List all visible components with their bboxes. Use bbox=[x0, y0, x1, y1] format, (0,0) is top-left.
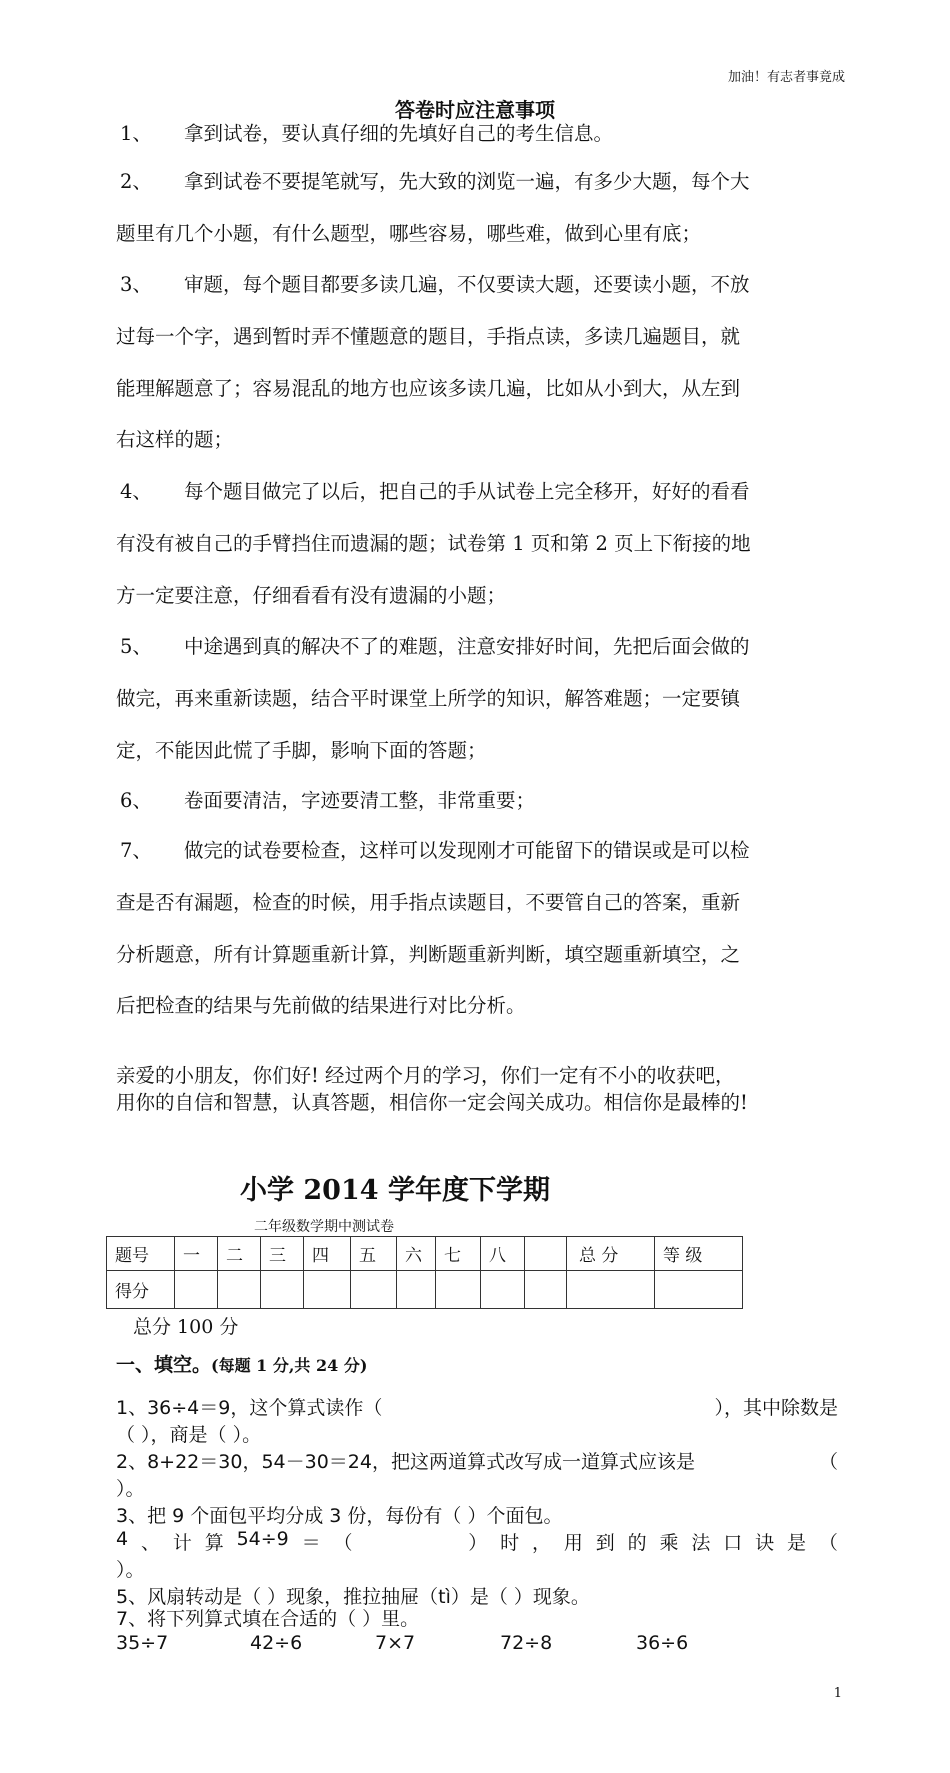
note-text: 拿到试卷不要提笔就写，先大致的浏览一遍，有多少大题，每个大 bbox=[184, 170, 750, 193]
q4-part: 4 bbox=[116, 1528, 129, 1550]
note-line: 题里有几个小题，有什么题型，哪些容易，哪些难，做到心里有底； bbox=[116, 222, 702, 245]
section-points: (每题 1 分,共 24 分) bbox=[211, 1356, 368, 1375]
q4-part: 是 bbox=[786, 1532, 806, 1554]
q4-part: 乘 bbox=[659, 1532, 679, 1554]
question-line: ）。 bbox=[116, 1559, 145, 1581]
note-line: 后把检查的结果与先前做的结果进行对比分析。 bbox=[116, 994, 526, 1017]
q4-part: ） bbox=[468, 1532, 488, 1554]
table-cell[interactable] bbox=[436, 1271, 481, 1309]
total-score-note: 总分 100 分 bbox=[133, 1316, 239, 1338]
answer-blank[interactable] bbox=[365, 1528, 455, 1555]
table-cell[interactable] bbox=[261, 1271, 304, 1309]
note-line: 做完，再来重新读题，结合平时课堂上所学的知识，解答难题；一定要镇 bbox=[116, 687, 741, 710]
q4-part: 的 bbox=[627, 1532, 647, 1554]
table-cell[interactable] bbox=[525, 1271, 567, 1309]
table-cell: 等 级 bbox=[655, 1237, 743, 1271]
exam-subtitle: 二年级数学期中测试卷 bbox=[254, 1219, 394, 1235]
q4-part: （ bbox=[818, 1532, 838, 1554]
note-number: 6、 bbox=[120, 789, 152, 812]
header-slogan: 加油！有志者事竟成 bbox=[727, 70, 845, 85]
question-4 bbox=[116, 1528, 838, 1555]
table-cell[interactable] bbox=[351, 1271, 397, 1309]
table-cell[interactable] bbox=[304, 1271, 351, 1309]
note-number: 7、 bbox=[120, 839, 152, 862]
expression: 36÷6 bbox=[636, 1632, 689, 1654]
expression: 42÷6 bbox=[250, 1632, 303, 1654]
page-number: 1 bbox=[833, 1686, 842, 1701]
table-cell[interactable] bbox=[175, 1271, 218, 1309]
question-5: 5、风扇转动是（ ）现象，推拉抽屉（tì）是（ ）现象。 bbox=[116, 1586, 590, 1608]
note-text: 审题，每个题目都要多读几遍，不仅要读大题，还要读小题，不放 bbox=[184, 273, 750, 296]
note-line: 分析题意，所有计算题重新计算，判断题重新判断，填空题重新填空，之 bbox=[116, 943, 741, 966]
table-cell[interactable] bbox=[218, 1271, 261, 1309]
q4-part: 诀 bbox=[755, 1532, 775, 1554]
note-number: 2、 bbox=[120, 170, 152, 193]
table-cell[interactable] bbox=[655, 1271, 743, 1309]
note-line: 定，不能因此慌了手脚，影响下面的答题； bbox=[116, 739, 487, 762]
greeting-line: 用你的自信和智慧，认真答题，相信你一定会闯关成功。相信你是最棒的! bbox=[116, 1091, 748, 1114]
score-table bbox=[106, 1236, 743, 1309]
section-heading bbox=[116, 1350, 367, 1377]
q4-part: ， bbox=[531, 1532, 551, 1554]
table-cell: 七 bbox=[436, 1237, 481, 1271]
expression: 72÷8 bbox=[500, 1632, 553, 1654]
q4-part: 口 bbox=[723, 1532, 743, 1554]
q4-part: ＝ bbox=[301, 1532, 321, 1554]
table-cell: 得分 bbox=[107, 1271, 175, 1309]
q4-part: 、 bbox=[140, 1532, 160, 1554]
question-text: 1、36÷4＝9，这个算式读作（ bbox=[116, 1397, 383, 1419]
question-3: 3、把 9 个面包平均分成 3 份，每份有（ ）个面包。 bbox=[116, 1505, 563, 1527]
expression: 35÷7 bbox=[116, 1632, 169, 1654]
expression: 7×7 bbox=[375, 1632, 416, 1654]
question-line: （ ），商是（ ）。 bbox=[116, 1424, 262, 1446]
note-item-3 bbox=[116, 271, 838, 299]
note-item-7 bbox=[116, 837, 838, 865]
note-number: 1、 bbox=[120, 122, 152, 145]
table-cell: 二 bbox=[218, 1237, 261, 1271]
table-cell bbox=[525, 1237, 567, 1271]
q4-part: 算 bbox=[204, 1532, 224, 1554]
q4-part: 用 bbox=[563, 1532, 583, 1554]
table-row bbox=[107, 1237, 743, 1271]
table-cell: 题号 bbox=[107, 1237, 175, 1271]
note-item-1 bbox=[116, 120, 838, 148]
question-line: ）。 bbox=[116, 1478, 145, 1500]
note-text: 做完的试卷要检查，这样可以发现刚才可能留下的错误或是可以检 bbox=[184, 839, 750, 862]
q4-part: 计 bbox=[172, 1532, 192, 1554]
note-text: 拿到试卷，要认真仔细的先填好自己的考生信息。 bbox=[184, 122, 614, 145]
question-text: ），其中除数是 bbox=[714, 1397, 838, 1419]
note-number: 3、 bbox=[120, 273, 152, 296]
question-7: 7、将下列算式填在合适的（ ）里。 bbox=[116, 1608, 420, 1630]
notes-title: 答卷时应注意事项 bbox=[395, 98, 555, 122]
q4-part: 法 bbox=[691, 1532, 711, 1554]
question-text: （ bbox=[818, 1451, 838, 1473]
exam-title: 小学 2014 学年度下学期 bbox=[240, 1175, 550, 1206]
note-line: 方一定要注意，仔细看看有没有遗漏的小题； bbox=[116, 584, 507, 607]
note-text: 卷面要清洁，字迹要清工整，非常重要； bbox=[184, 789, 536, 812]
table-cell: 六 bbox=[397, 1237, 436, 1271]
q4-part: （ bbox=[333, 1532, 353, 1554]
q4-part: 54÷9 bbox=[236, 1528, 289, 1550]
table-cell[interactable] bbox=[567, 1271, 655, 1309]
table-cell[interactable] bbox=[481, 1271, 525, 1309]
greeting-line: 亲爱的小朋友，你们好! 经过两个月的学习，你们一定有不小的收获吧， bbox=[116, 1064, 735, 1087]
table-cell[interactable] bbox=[397, 1271, 436, 1309]
table-cell: 五 bbox=[351, 1237, 397, 1271]
question-1 bbox=[116, 1393, 838, 1420]
question-text: 2、8+22＝30，54－30＝24，把这两道算式改写成一道算式应该是 bbox=[116, 1451, 695, 1473]
note-line: 过每一个字，遇到暂时弄不懂题意的题目，手指点读，多读几遍题目，就 bbox=[116, 325, 741, 348]
note-item-4 bbox=[116, 478, 838, 506]
table-cell: 八 bbox=[481, 1237, 525, 1271]
note-number: 4、 bbox=[120, 480, 152, 503]
q4-part: 到 bbox=[595, 1532, 615, 1554]
note-text: 每个题目做完了以后，把自己的手从试卷上完全移开，好好的看看 bbox=[184, 480, 750, 503]
table-row bbox=[107, 1271, 743, 1309]
table-cell: 四 bbox=[304, 1237, 351, 1271]
note-line: 查是否有漏题，检查的时候，用手指点读题目，不要管自己的答案，重新 bbox=[116, 891, 741, 914]
question-2 bbox=[116, 1447, 838, 1474]
table-cell: 三 bbox=[261, 1237, 304, 1271]
note-text: 中途遇到真的解决不了的难题，注意安排好时间，先把后面会做的 bbox=[184, 635, 750, 658]
section-title: 一、填空。 bbox=[116, 1354, 212, 1376]
note-line: 有没有被自己的手臂挡住而遗漏的题；试卷第 1 页和第 2 页上下衔接的地 bbox=[116, 532, 751, 555]
note-item-2 bbox=[116, 168, 838, 196]
note-line: 右这样的题； bbox=[116, 428, 234, 451]
note-item-6 bbox=[116, 787, 838, 815]
note-number: 5、 bbox=[120, 635, 152, 658]
table-cell: 总 分 bbox=[567, 1237, 655, 1271]
note-item-5 bbox=[116, 633, 838, 661]
note-line: 能理解题意了；容易混乱的地方也应该多读几遍，比如从小到大，从左到 bbox=[116, 377, 741, 400]
table-cell: 一 bbox=[175, 1237, 218, 1271]
q4-part: 时 bbox=[500, 1532, 520, 1554]
